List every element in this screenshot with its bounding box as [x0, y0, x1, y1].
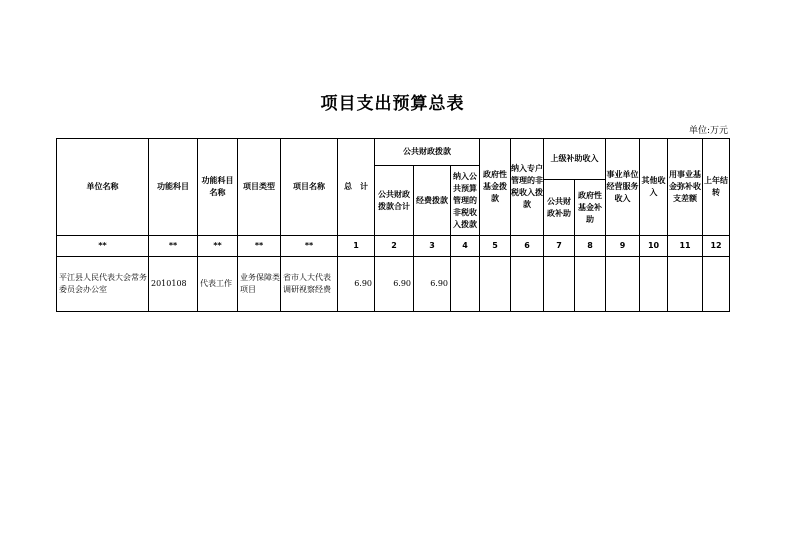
- number-cell: 10: [640, 236, 668, 257]
- cell-unit-name: 平江县人民代表大会常务委员会办公室: [57, 257, 149, 312]
- number-cell: 6: [511, 236, 544, 257]
- header-row-1: [57, 139, 730, 166]
- header-unit-name: 单位名称: [57, 139, 149, 236]
- header-func-subject-name: 功能科目名称: [198, 139, 238, 236]
- number-cell: 3: [414, 236, 451, 257]
- number-cell: 5: [480, 236, 511, 257]
- header-business-income: 事业单位经营服务收入: [606, 139, 640, 236]
- cell-other-income: [640, 257, 668, 312]
- header-sup-public-finance: 公共财政补助: [544, 180, 575, 236]
- cell-carryover: [703, 257, 730, 312]
- cell-func-subject: 2010108: [149, 257, 198, 312]
- header-project-name: 项目名称: [281, 139, 338, 236]
- header-func-subject: 功能科目: [149, 139, 198, 236]
- cell-fund-deficit: [668, 257, 703, 312]
- header-non-tax-income: 纳入公共预算管理的非税收入拨款: [451, 166, 480, 236]
- number-row: [57, 236, 730, 257]
- number-cell: **: [57, 236, 149, 257]
- cell-business-income: [606, 257, 640, 312]
- page-title: 项目支出预算总表: [320, 94, 465, 114]
- header-public-finance-total: 公共财政拨款合计: [375, 166, 414, 236]
- cell-special-non-tax: [511, 257, 544, 312]
- header-other-income: 其他收入: [640, 139, 668, 236]
- number-cell: 7: [544, 236, 575, 257]
- cell-project-type: 业务保障类项目: [238, 257, 281, 312]
- header-carryover: 上年结转: [703, 139, 730, 236]
- number-cell: **: [198, 236, 238, 257]
- budget-table: [56, 138, 730, 312]
- number-cell: 11: [668, 236, 703, 257]
- table-row: [57, 257, 730, 312]
- number-cell: **: [281, 236, 338, 257]
- cell-public-finance-total: 6.90: [375, 257, 414, 312]
- header-total: 总 计: [338, 139, 375, 236]
- cell-fee-allocation: 6.90: [414, 257, 451, 312]
- cell-project-name: 省市人大代表调研视察经费: [281, 257, 338, 312]
- cell-sup-public-finance: [544, 257, 575, 312]
- cell-total: 6.90: [338, 257, 375, 312]
- header-public-finance: 公共财政拨款: [375, 139, 480, 166]
- header-fund-deficit: 用事业基金弥补收支差额: [668, 139, 703, 236]
- number-cell: 9: [606, 236, 640, 257]
- cell-gov-fund: [480, 257, 511, 312]
- number-cell: 8: [575, 236, 606, 257]
- number-cell: **: [238, 236, 281, 257]
- number-cell: 2: [375, 236, 414, 257]
- header-fee-allocation: 经费拨款: [414, 166, 451, 236]
- header-project-type: 项目类型: [238, 139, 281, 236]
- cell-non-tax-income: [451, 257, 480, 312]
- header-special-non-tax: 纳入专户管理的非税收入拨款: [511, 139, 544, 236]
- header-sup-gov-fund: 政府性基金补助: [575, 180, 606, 236]
- number-cell: 1: [338, 236, 375, 257]
- header-superior-subsidy: 上级补助收入: [544, 139, 606, 180]
- number-cell: **: [149, 236, 198, 257]
- cell-sup-gov-fund: [575, 257, 606, 312]
- cell-func-subject-name: 代表工作: [198, 257, 238, 312]
- header-gov-fund: 政府性基金拨款: [480, 139, 511, 236]
- number-cell: 12: [703, 236, 730, 257]
- unit-label: 单位:万元: [688, 126, 728, 136]
- number-cell: 4: [451, 236, 480, 257]
